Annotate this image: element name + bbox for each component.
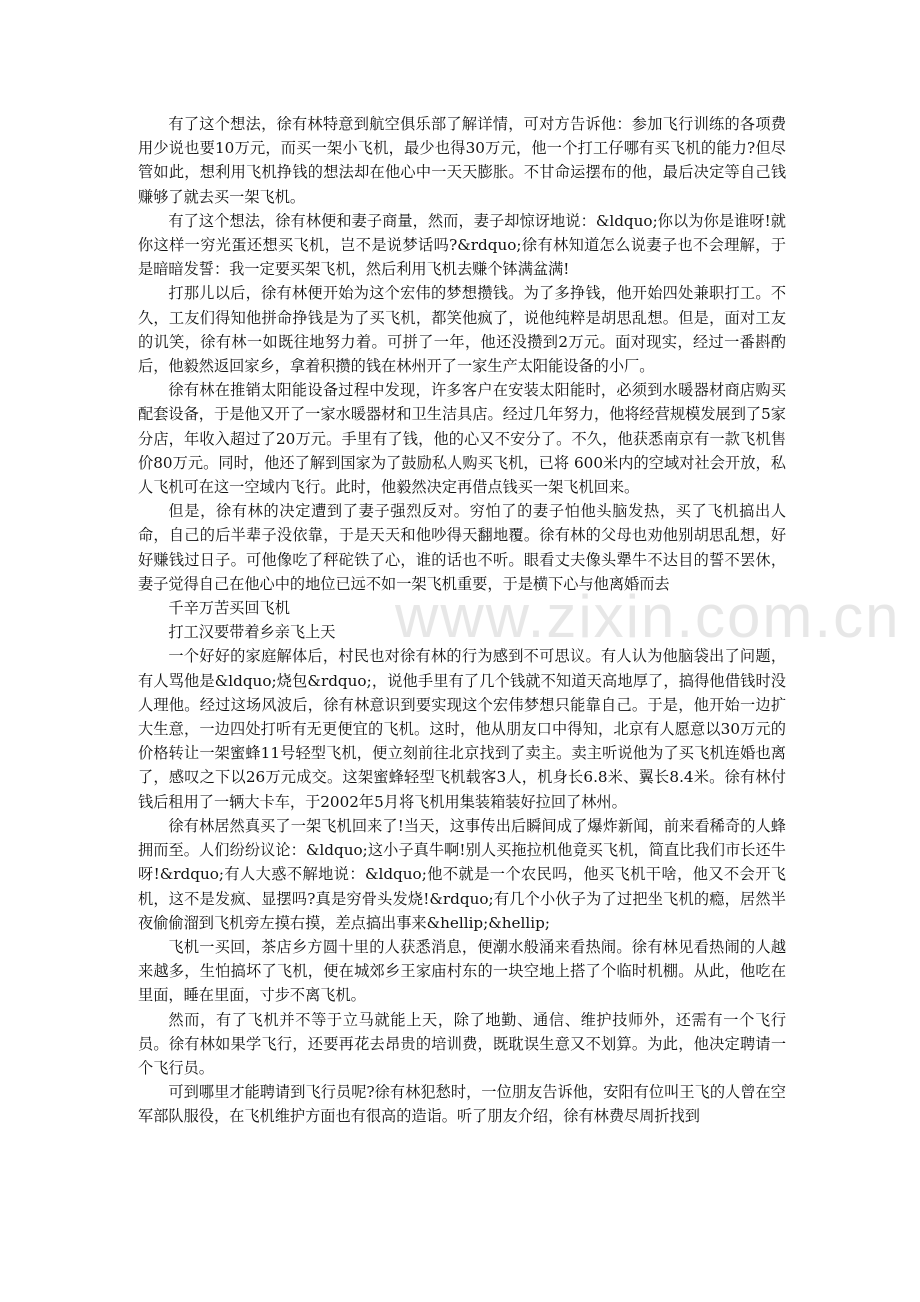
document-body xyxy=(138,112,786,1129)
section-heading: 千辛万苦买回飞机 xyxy=(168,599,290,618)
paragraph: 徐有林在推销太阳能设备过程中发现，许多客户在安装太阳能时，必须到水暖器材商店购买配套设备，于是他又开了一家水暖器材和卫生洁具店。经过几年努力，他将经营规模发展到了5家分店，年收入超过了20万元。手里有了钱，他的心又不安分了。不久，他获悉南京有一款飞机售价80万元。同时，他还了解到国家为了鼓励私人购买飞机，已将 600米内的空域对社会开放，私人飞机可在这一空域内飞行。此时，他毅然决定再借点钱买一架飞机回来。 xyxy=(138,381,786,497)
paragraph: 有了这个想法，徐有林特意到航空俱乐部了解详情，可对方告诉他：参加飞行训练的各项费用少说也要10万元，而买一架小飞机，最少也得30万元，他一个打工仔哪有买飞机的能力?但尽管如此，想利用飞机挣钱的想法却在他心中一天天膨胀。不甘命运摆布的他，最后决定等自己钱赚够了就去买一架飞机。 xyxy=(138,115,786,206)
watermark: www.zixin.com.cn xyxy=(395,583,901,650)
paragraph: 然而，有了飞机并不等于立马就能上天，除了地勤、通信、维护技师外，还需有一个飞行员。徐有林如果学飞行，还要再花去昂贵的培训费，既耽误生意又不划算。为此，他决定聘请一个飞行员。 xyxy=(138,1010,786,1077)
paragraph: 可到哪里才能聘请到飞行员呢?徐有林犯愁时，一位朋友告诉他，安阳有位叫王飞的人曾在空军部队服役，在飞机维护方面也有很高的造诣。听了朋友介绍，徐有林费尽周折找到 xyxy=(138,1083,786,1126)
paragraph: 飞机一买回，茶店乡方圆十里的人获悉消息，便潮水般涌来看热闹。徐有林见看热闹的人越来越多，生怕搞坏了飞机，便在城郊乡王家庙村东的一块空地上搭了个临时机棚。从此，他吃在里面，睡在里面，寸步不离飞机。 xyxy=(138,937,786,1005)
paragraph: 打那儿以后，徐有林便开始为这个宏伟的梦想攒钱。为了多挣钱，他开始四处兼职打工。不久，工友们得知他拼命挣钱是为了买飞机，都笑他疯了，说他纯粹是胡思乱想。但是，面对工友的讥笑，徐有林一如既往地努力着。可拼了一年，他还没攒到2万元。面对现实，经过一番斟酌后，他毅然返回家乡，拿着积攒的钱在林州开了一家生产太阳能设备的小厂。 xyxy=(138,284,786,376)
section-subheading: 打工汉要带着乡亲飞上天 xyxy=(168,623,336,642)
paragraph: 一个好好的家庭解体后，村民也对徐有林的行为感到不可思议。有人认为他脑袋出了问题，有人骂他是&ldquo;烧包&rdquo;，说他手里有了几个钱就不知道天高地厚了，搞得他借钱时没人理他。经过这场风波后，徐有林意识到要实现这个宏伟梦想只能靠自己。于是，他开始一边扩大生意，一边四处打听有无更便宜的飞机。这时，他从朋友口中得知，北京有人愿意以30万元的价格转让一架蜜蜂11号轻型飞机，便立刻前往北京找到了卖主。卖主听说他为了买飞机连婚也离了，感叹之下以26万元成交。这架蜜蜂轻型飞机载客3人，机身长6.8米、翼长8.4米。徐有林付钱后租用了一辆大卡车，于2002年5月将飞机用集装箱装好拉回了林州。 xyxy=(138,647,786,811)
paragraph: 徐有林居然真买了一架飞机回来了!当天，这事传出后瞬间成了爆炸新闻，前来看稀奇的人蜂拥而至。人们纷纷议论：&ldquo;这小子真牛啊!别人买拖拉机他竟买飞机，简直比我们市长还牛呀!&rdquo;有人大惑不解地说：&ldquo;他不就是一个农民吗，他买飞机干啥，他又不会开飞机，这不是发疯、显摆吗?真是穷骨头发烧!&rdquo;有几个小伙子为了过把坐飞机的瘾，居然半夜偷偷溜到飞机旁左摸右摸，差点搞出事来&hellip;&hellip; xyxy=(138,816,786,932)
paragraph: 有了这个想法，徐有林便和妻子商量，然而，妻子却惊讶地说：&ldquo;你以为你是谁呀!就你这样一穷光蛋还想买飞机，岂不是说梦话吗?&rdquo;徐有林知道怎么说妻子也不会理解，于是暗暗发誓：我一定要买架飞机，然后利用飞机去赚个钵满盆满! xyxy=(138,211,786,279)
paragraph: 但是，徐有林的决定遭到了妻子强烈反对。穷怕了的妻子怕他头脑发热，买了飞机搞出人命，自己的后半辈子没依靠，于是天天和他吵得天翻地覆。徐有林的父母也劝他别胡思乱想，好好赚钱过日子。可他像吃了秤砣铁了心，谁的话也不听。眼看丈夫像头犟牛不达目的誓不罢休，妻子觉得自己在他心中的地位已远不如一架飞机重要，于是横下心与他离婚而去 xyxy=(138,502,786,593)
